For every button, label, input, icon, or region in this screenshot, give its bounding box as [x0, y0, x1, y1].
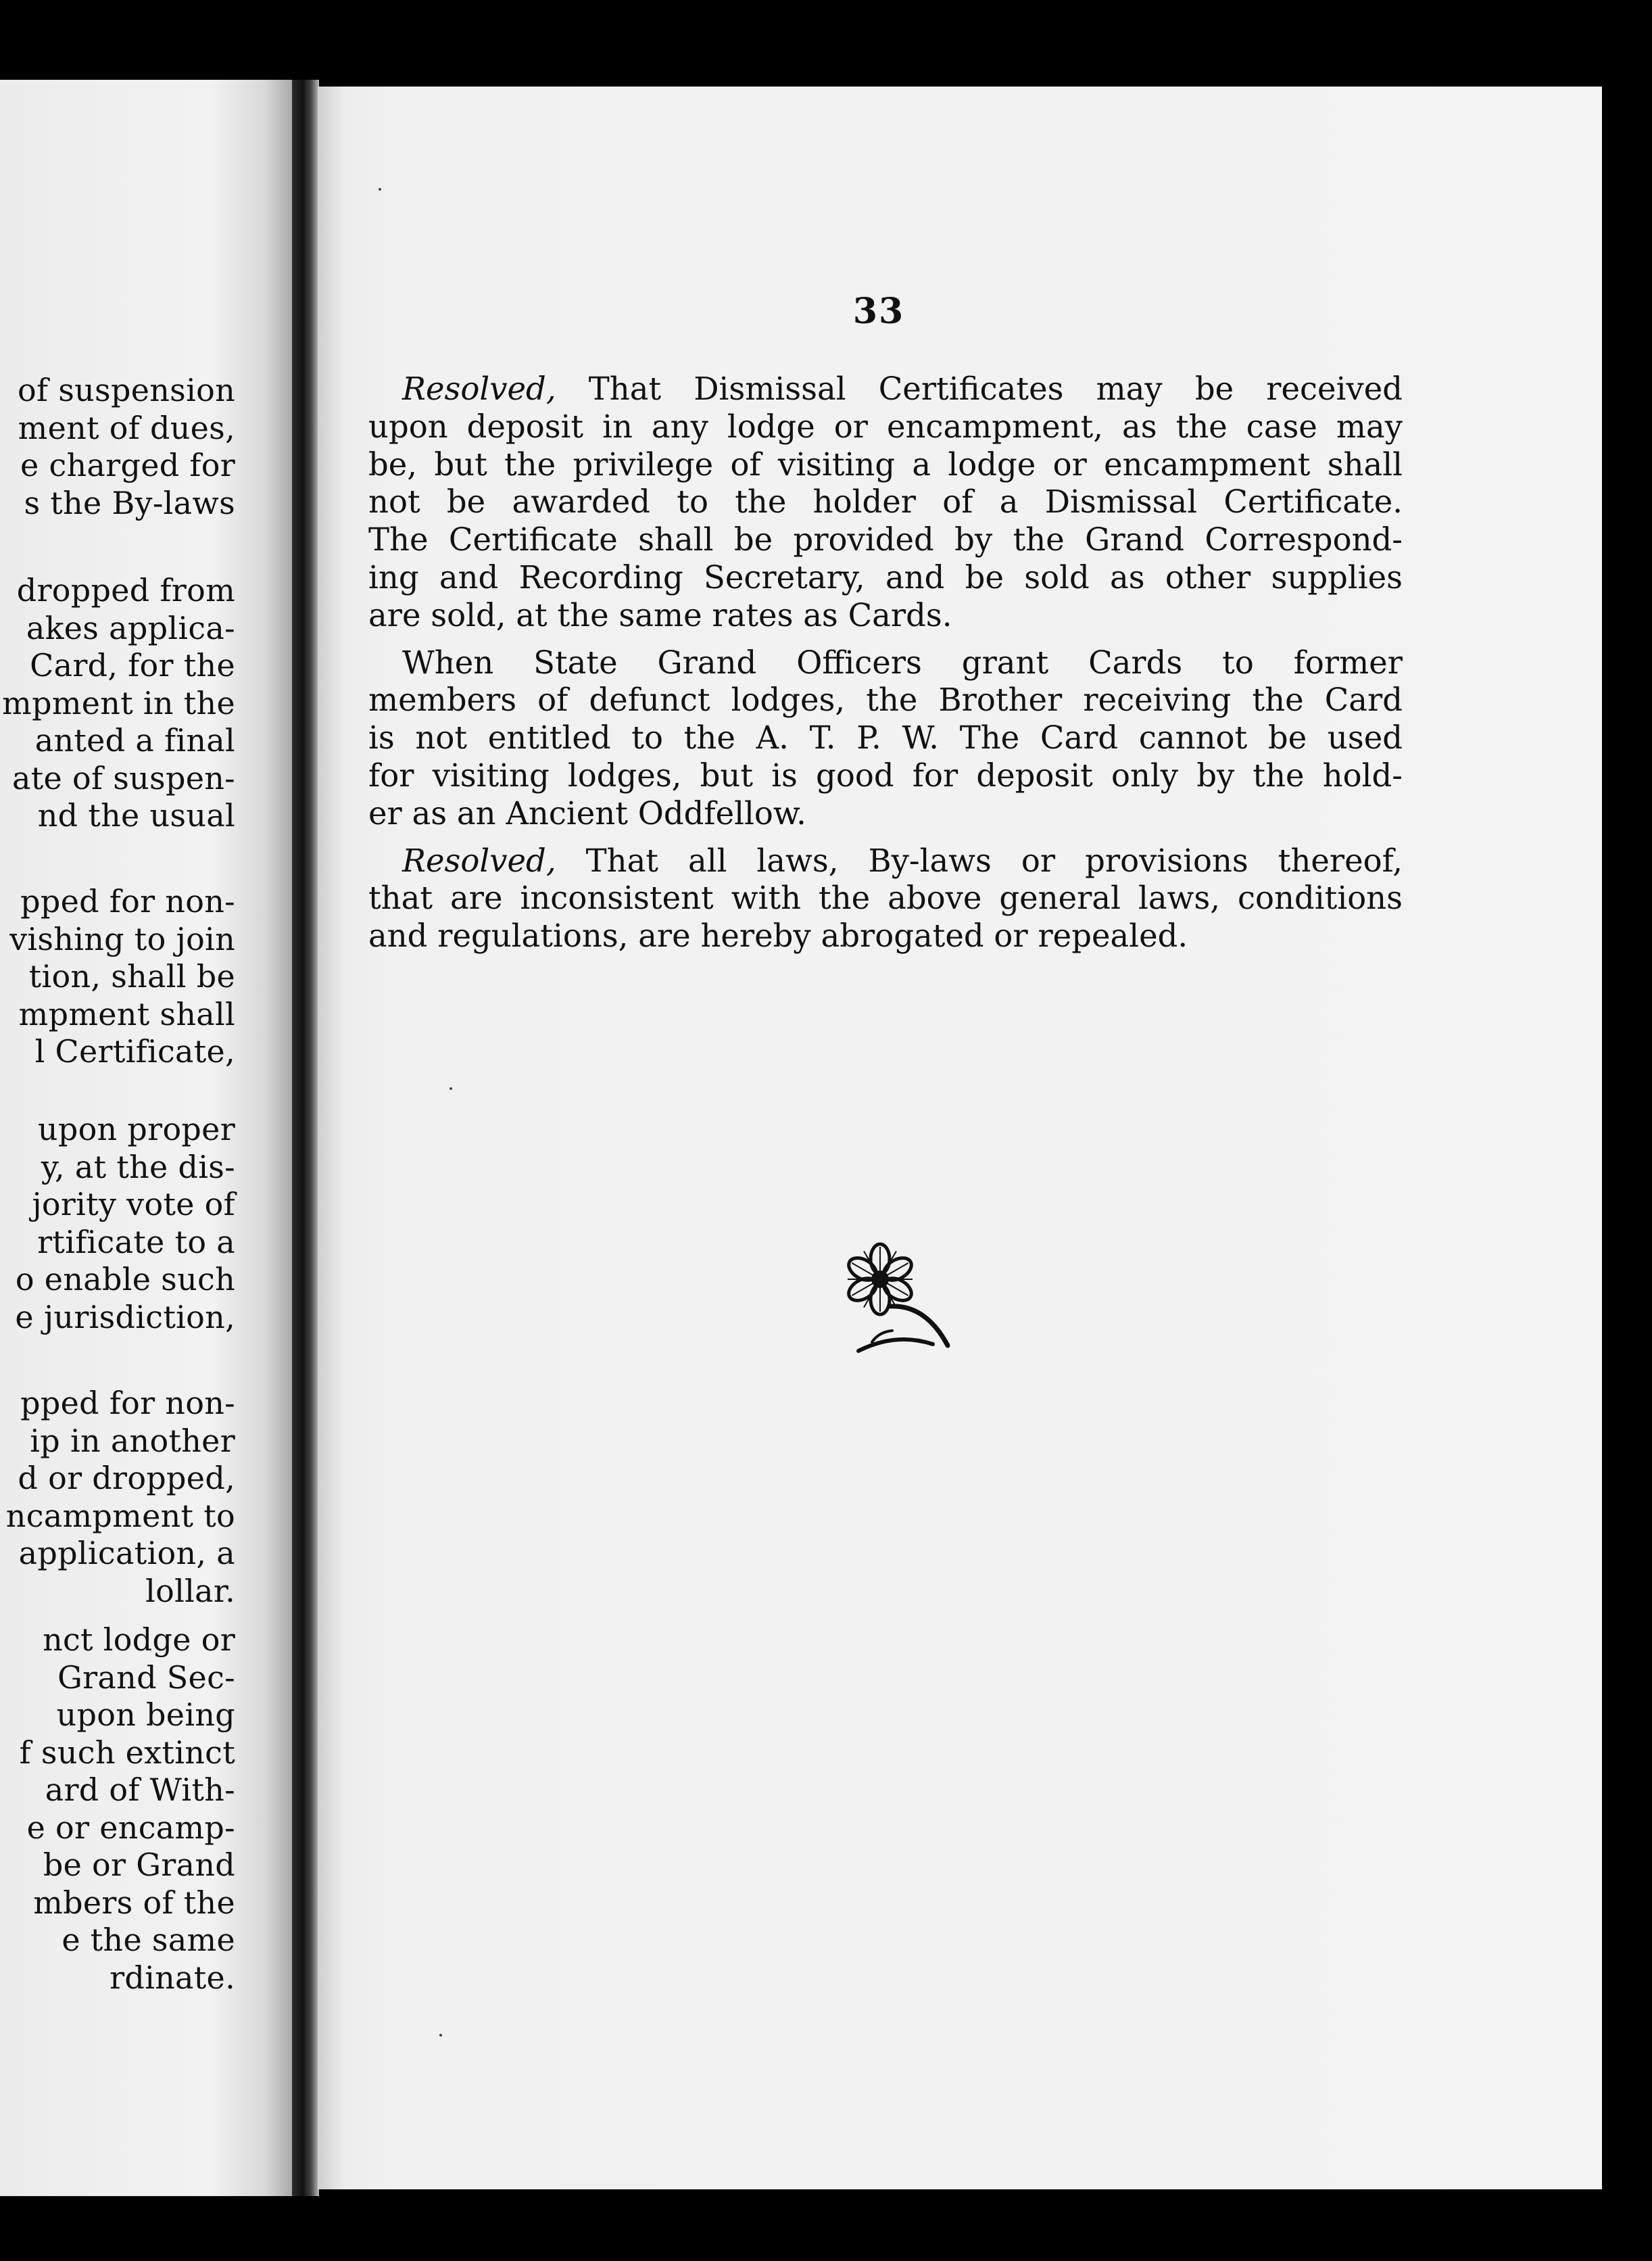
flower-ornament-icon: [831, 1237, 953, 1359]
text-line: that are inconsistent with the above general laws, conditions: [368, 880, 1403, 917]
left-line: e jurisdiction,: [15, 1298, 235, 1335]
line-text: That Dismissal Certificates may be received: [556, 371, 1403, 407]
text-line: is not entitled to the A. T. P. W. The Card cannot be used: [368, 719, 1403, 757]
left-line: upon proper: [37, 1111, 235, 1147]
left-line: rdinate.: [110, 1959, 235, 1996]
left-line: nct lodge or: [43, 1621, 235, 1658]
text-line: When State Grand Officers grant Cards to former: [402, 644, 1403, 681]
left-line: ip in another: [30, 1422, 235, 1459]
resolved-lead: Resolved,: [402, 371, 556, 407]
left-line: l Certificate,: [34, 1033, 235, 1070]
left-line: vishing to join: [9, 920, 235, 957]
text-line: for visiting lodges, but is good for deposit only by the hold-: [368, 757, 1403, 794]
left-block-6: [0, 1621, 235, 1997]
left-line: d or dropped,: [18, 1460, 235, 1496]
page-number: 33: [852, 291, 905, 332]
scan-speck: [439, 2034, 442, 2037]
left-line: mpment shall: [18, 995, 235, 1032]
text-line: [368, 371, 1403, 408]
left-line: pped for non-: [20, 1385, 235, 1421]
left-line: Grand Sec-: [57, 1659, 235, 1696]
left-line: be or Grand: [43, 1847, 235, 1883]
scan-speck: [450, 1087, 452, 1090]
left-block-5: [0, 1385, 235, 1610]
left-line: ate of suspen-: [12, 759, 235, 796]
left-line: e the same: [62, 1922, 235, 1958]
left-line: e charged for: [20, 447, 235, 483]
left-line: upon being: [56, 1696, 235, 1733]
left-line: jority vote of: [32, 1186, 235, 1222]
text-line: [368, 842, 1403, 880]
line-text: That all laws, By-laws or provisions thereof,: [556, 842, 1403, 879]
page-body: [368, 371, 1403, 965]
left-line: nd the usual: [37, 797, 235, 834]
left-page-fragment: [0, 80, 301, 2196]
left-line: s the By-laws: [24, 484, 235, 521]
left-block-1: [0, 372, 235, 522]
paragraph-defunct-lodges: [368, 644, 1403, 833]
left-line: lollar.: [145, 1572, 235, 1609]
paragraph-resolved-repeal: [368, 842, 1403, 955]
left-line: ard of With-: [45, 1771, 235, 1808]
text-line: and regulations, are hereby abrogated or repealed.: [368, 918, 1188, 955]
text-line: upon deposit in any lodge or encampment, as the case may: [368, 408, 1403, 445]
left-line: application, a: [18, 1535, 235, 1571]
left-line: e or encamp-: [26, 1809, 235, 1846]
left-line: dropped from: [16, 572, 235, 609]
resolved-lead: Resolved,: [402, 842, 556, 879]
left-block-3: [0, 883, 235, 1071]
left-line: Card, for the: [30, 647, 235, 684]
left-line: mpment in the: [2, 684, 235, 721]
text-line: members of defunct lodges, the Brother receiving the Card: [368, 682, 1403, 719]
left-block-2: [0, 572, 235, 835]
text-line: The Certificate shall be provided by the Grand Correspond-: [368, 521, 1403, 558]
left-line: ncampment to: [5, 1497, 235, 1534]
paragraph-resolved-dismissal: [368, 371, 1403, 635]
left-line: o enable such: [15, 1261, 235, 1298]
left-line: of suspension: [17, 372, 235, 408]
left-line: tion, shall be: [28, 958, 235, 995]
left-line: pped for non-: [20, 883, 235, 920]
text-line: er as an Ancient Oddfellow.: [368, 794, 806, 832]
left-line: akes applica-: [26, 609, 235, 646]
left-line: f such extinct: [19, 1734, 235, 1771]
scan-speck: [379, 188, 381, 191]
left-line: rtificate to a: [37, 1223, 235, 1260]
text-line: be, but the privilege of visiting a lodge or encampment shall: [368, 446, 1403, 483]
text-line: not be awarded to the holder of a Dismissal Certificate.: [368, 483, 1403, 521]
left-block-4: [0, 1111, 235, 1336]
left-line: ment of dues,: [18, 409, 235, 446]
left-line: mbers of the: [33, 1884, 235, 1921]
left-line: anted a final: [34, 722, 235, 759]
book-gutter: [292, 80, 319, 2196]
text-line: are sold, at the same rates as Cards.: [368, 596, 952, 634]
text-line: ing and Recording Secretary, and be sold as other supplies: [368, 558, 1403, 596]
left-line: y, at the dis-: [41, 1148, 235, 1185]
